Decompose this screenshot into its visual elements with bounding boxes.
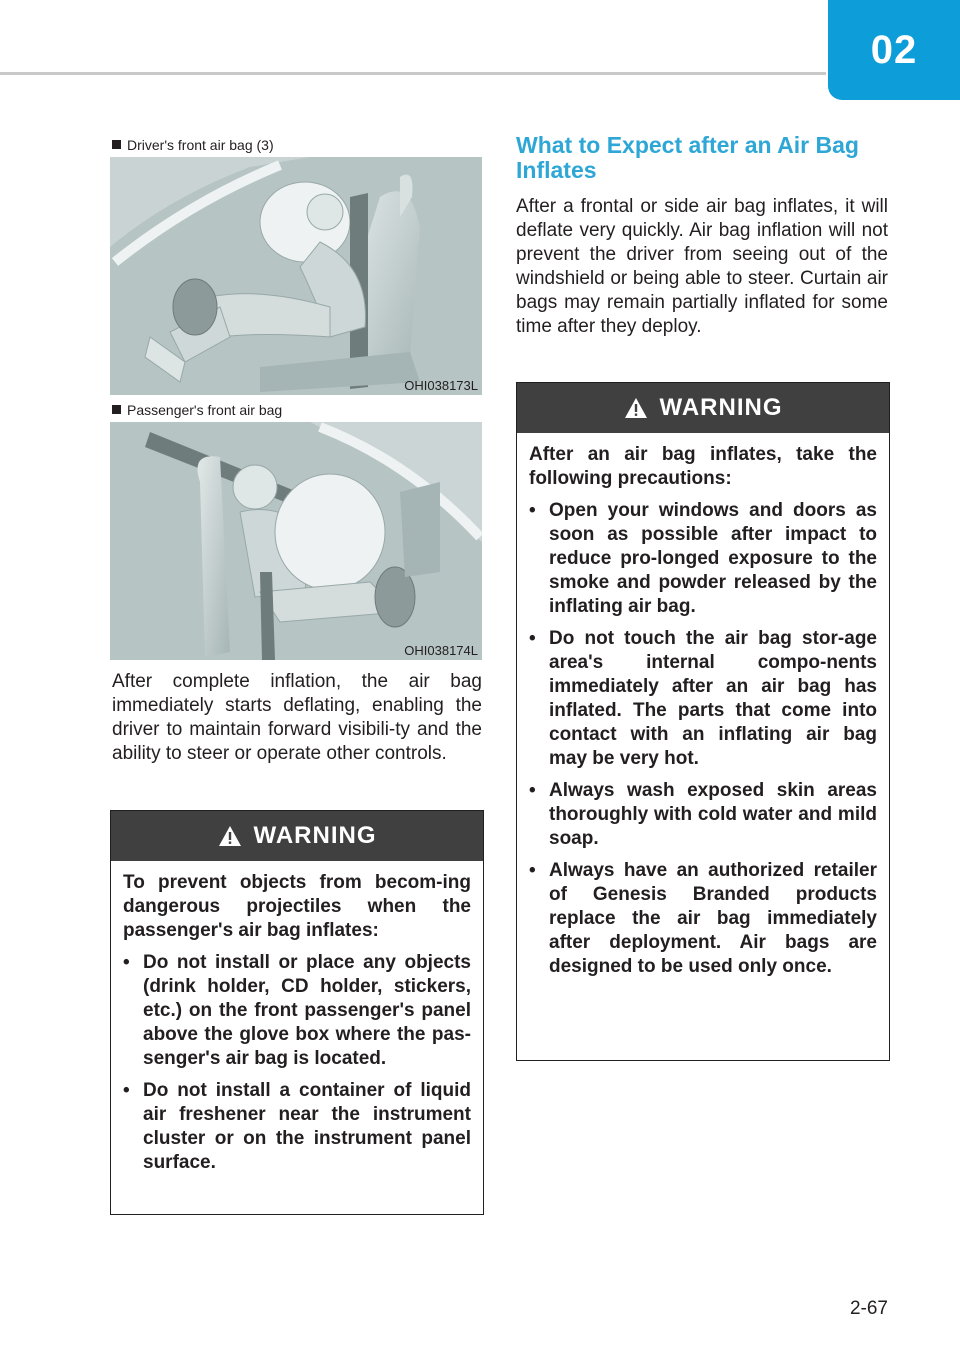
warning-item: • Do not install a container of liquid air freshener near the instrument cluster or on the instrument panel surface. <box>123 1079 471 1175</box>
warning-header <box>517 383 889 433</box>
warning-title: WARNING <box>253 822 377 849</box>
square-bullet-icon <box>112 405 121 414</box>
warning-item: • Always wash exposed skin areas thoroughly with cold water and mild soap. <box>529 779 877 851</box>
passenger-airbag-illustration <box>110 422 482 660</box>
chapter-tab <box>828 0 960 100</box>
warning-triangle-icon <box>218 825 242 847</box>
warning-box-precautions <box>516 382 890 1061</box>
figure2-code: OHI038174L <box>404 643 478 658</box>
warning-item: • Always have an authorized retailer of Genesis Branded products replace the air bag immediately after deployment. Air bags are designed to be used only once. <box>529 859 877 979</box>
figure1-caption: Driver's front air bag (3) <box>112 137 274 153</box>
section-heading: What to Expect after an Air Bag Inflates <box>516 132 859 183</box>
passenger-airbag-drawing <box>110 422 482 660</box>
warning-item: • Do not install or place any objects (drink holder, CD holder, stickers, etc.) on the front passenger's panel above the glove box where the pas-senger's air bag is located. <box>123 951 471 1071</box>
driver-airbag-drawing <box>110 157 482 395</box>
figure1-code: OHI038173L <box>404 378 478 393</box>
warning-body <box>111 861 483 1195</box>
warning-title: WARNING <box>659 394 783 421</box>
page-number: 2-67 <box>849 1298 888 1319</box>
warning-item: • Open your windows and doors as soon as possible after impact to reduce pro-longed exposure to the smoke and powder released by the inflating air bag. <box>529 499 877 619</box>
warning-intro: To prevent objects from becom-ing dangerous projectiles when the passenger's air bag inflates: <box>123 872 471 941</box>
warning-intro: After an air bag inflates, take the following precautions: <box>529 444 877 489</box>
warning-list <box>123 951 471 1175</box>
warning-item: • Do not touch the air bag stor-age area's internal compo-nents immediately after an air bag has inflated. The parts that come into contact with an inflating air bag may be very hot. <box>529 627 877 771</box>
left-paragraph: After complete inflation, the air bag immediately starts deflating, enabling the driver to maintain forward visibili-ty and the ability to steer or operate other controls. <box>112 671 482 764</box>
figure2-caption: Passenger's front air bag <box>112 402 282 418</box>
warning-triangle-icon <box>624 397 648 419</box>
warning-box-projectiles <box>110 810 484 1215</box>
driver-airbag-illustration <box>110 157 482 395</box>
warning-header <box>111 811 483 861</box>
warning-body <box>517 433 889 999</box>
warning-list <box>529 499 877 979</box>
square-bullet-icon <box>112 140 121 149</box>
chapter-number: 02 <box>870 27 918 72</box>
section-paragraph: After a frontal or side air bag inflates, it will deflate very quickly. Air bag inflation will not prevent the driver from seeing out of the windshield or being able to steer. Curtain air bags may remain partially inflated for some time after they deploy. <box>516 196 888 337</box>
header-rule <box>0 72 826 75</box>
